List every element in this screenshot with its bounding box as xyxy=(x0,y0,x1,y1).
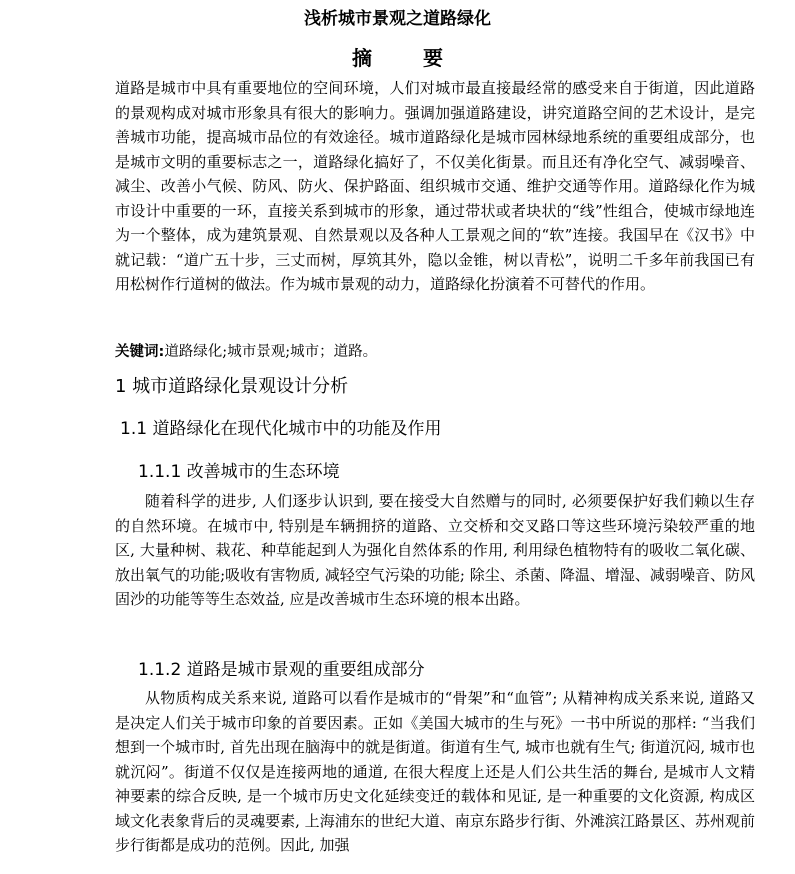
keywords-text: 道路绿化;城市景观;城市；道路。 xyxy=(164,344,378,360)
section-1-heading: 1 城市道路绿化景观设计分析 xyxy=(115,376,349,397)
section-1-1-1-heading: 1.1.1 改善城市的生态环境 xyxy=(138,462,340,482)
abstract-text: 道路是城市中具有重要地位的空间环境，人们对城市最直接最经常的感受来自于街道，因此道路的景观构成对城市形象具有很大的影响力。强调加强道路建设，讲究道路空间的艺术设计，是完善城市功能，提高城市品位的有效途径。城市道路绿化是城市园林绿地系统的重要组成部分，也是城市文明的重要标志之一，道路绿化搞好了，不仅美化街景。而且还有净化空气、减弱噪音、减尘、改善小气候、防风、防火、保护路面、组织城市交通、维护交通等作用。道路绿化作为城市设计中重要的一环，直接关系到城市的形象，通过带状或者块状的“线”性组合，使城市绿地连为一个整体，成为建筑景观、自然景观以及各种人工景观之间的“软”连接。我国早在《汉书》中就记载：“道广五十步，三丈而树，厚筑其外，隐以金锥，树以青松”，说明二千多年前我国已有用松树作行道树的做法。作为城市景观的动力，道路绿化扮演着不可替代的作用。 xyxy=(115,79,755,293)
section-1-1-1-text: 随着科学的进步, 人们逐步认识到, 要在接受大自然赠与的同时, 必须要保护好我们赖以生存的自然环境。在城市中, 特别是车辆拥挤的道路、立交桥和交叉路口等这些环境污染较严重的地区, 大量种树、栽花、种草能起到人为强化自然体系的作用, 利用绿色植物特有的吸收二氧化碳、放出氧气的功能;吸收有害物质, 减轻空气污染的功能; 除尘、杀菌、降温、增湿、减弱噪音、防风固沙的功能等等生态效益, 应是改善城市生态环境的根本出路。 xyxy=(115,492,755,608)
document-title: 浅析城市景观之道路绿化 xyxy=(304,9,491,29)
abstract-heading: 摘 要 xyxy=(352,46,465,70)
section-1-1-2-heading: 1.1.2 道路是城市景观的重要组成部分 xyxy=(138,660,425,680)
section-1-1-2-text: 从物质构成关系来说, 道路可以看作是城市的“骨架”和“血管”; 从精神构成关系来说, 道路又是决定人们关于城市印象的首要因素。正如《美国大城市的生与死》一书中所说的那样: “当我们想到一个城市时, 首先出现在脑海中的就是街道。街道有生气, 城市也就有生气; 街道沉闷, 城市也就沉闷”。街道不仅仅是连接两地的通道, 在很大程度上还是人们公共生活的舞台, 是城市人文精神要素的综合反映, 是一个城市历史文化延续变迁的载体和见证, 是一种重要的文化资源, 构成区域文化表象背后的灵魂要素, 上海浦东的世纪大道、南京东路步行街、外滩滨江路景区、苏州观前步行街都是成功的范例。因此, 加强 xyxy=(115,689,755,854)
section-1-1-heading: 1.1 道路绿化在现代化城市中的功能及作用 xyxy=(120,419,442,439)
keywords-label: 关键词: xyxy=(115,344,165,360)
keywords-line xyxy=(115,340,755,364)
